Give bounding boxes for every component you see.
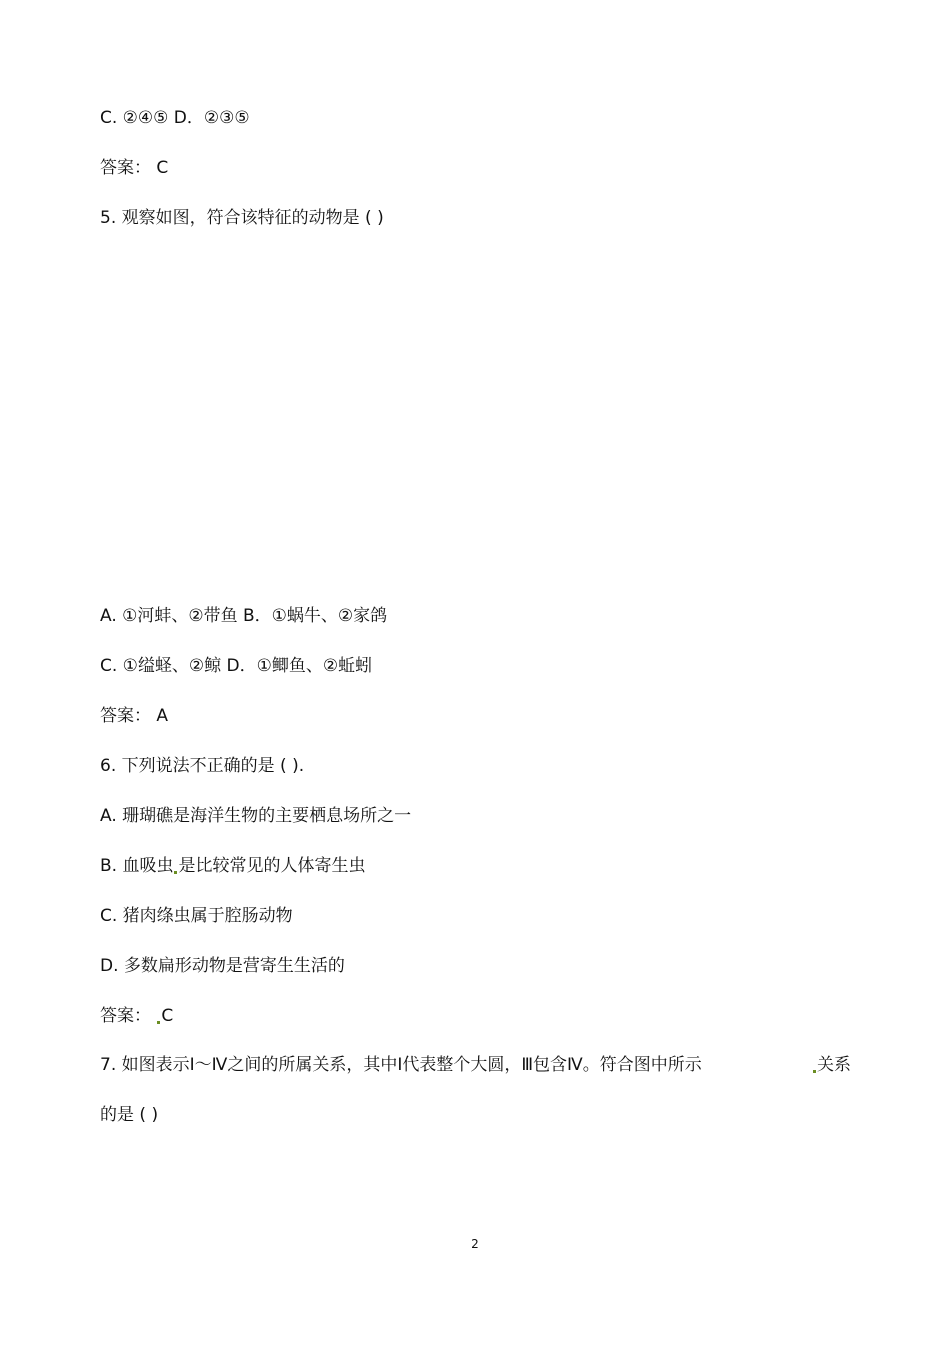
scan-artifact-mark — [157, 1021, 160, 1024]
question-6-answer-value: C — [161, 1006, 174, 1026]
question-5-options-ab: A. ①河蚌、②带鱼 B．①蜗牛、②家鸽 — [100, 606, 388, 626]
question-6-option-a: A. 珊瑚礁是海洋生物的主要栖息场所之一 — [100, 806, 412, 826]
question-5-stem: 5. 观察如图，符合该特征的动物是 ( ) — [100, 208, 384, 228]
question-6-option-d: D. 多数扁形动物是营寄生生活的 — [100, 956, 345, 976]
question-7-stem-tail-text: 关系 — [817, 1055, 851, 1075]
question-7-stem-continued: 的是 ( ) — [100, 1105, 159, 1125]
question-5-answer: 答案： A — [100, 706, 169, 726]
page-number: 2 — [471, 1237, 479, 1251]
question-4-options-cd: C. ②④⑤ D．②③⑤ — [100, 108, 250, 128]
question-6-option-b — [100, 855, 365, 877]
question-5-figure-area — [100, 250, 850, 580]
question-6-answer — [100, 1005, 173, 1027]
question-7-stem: 7. 如图表示Ⅰ～Ⅳ之间的所属关系，其中Ⅰ代表整个大圆，Ⅲ包含Ⅳ。符合图中所示 — [100, 1055, 702, 1075]
question-6-stem-text: 6. 下列说法不正确的是 ( ) — [100, 756, 299, 776]
scan-artifact-mark — [813, 1070, 816, 1073]
question-6-option-b-post: 是比较常见的人体寄生虫 — [178, 856, 366, 876]
question-6-option-c: C. 猪肉绦虫属于腔肠动物 — [100, 906, 293, 926]
question-7-stem-tail — [812, 1054, 851, 1076]
question-6-stem — [100, 755, 304, 777]
question-5-options-cd: C. ①缢蛏、②鲸 D．①鲫鱼、②蚯蚓 — [100, 656, 373, 676]
question-6-stem-end: . — [298, 756, 305, 776]
question-6-option-b-pre: B. 血吸虫 — [100, 856, 174, 876]
question-6-answer-label: 答案： — [100, 1006, 151, 1026]
question-4-answer: 答案： C — [100, 158, 169, 178]
